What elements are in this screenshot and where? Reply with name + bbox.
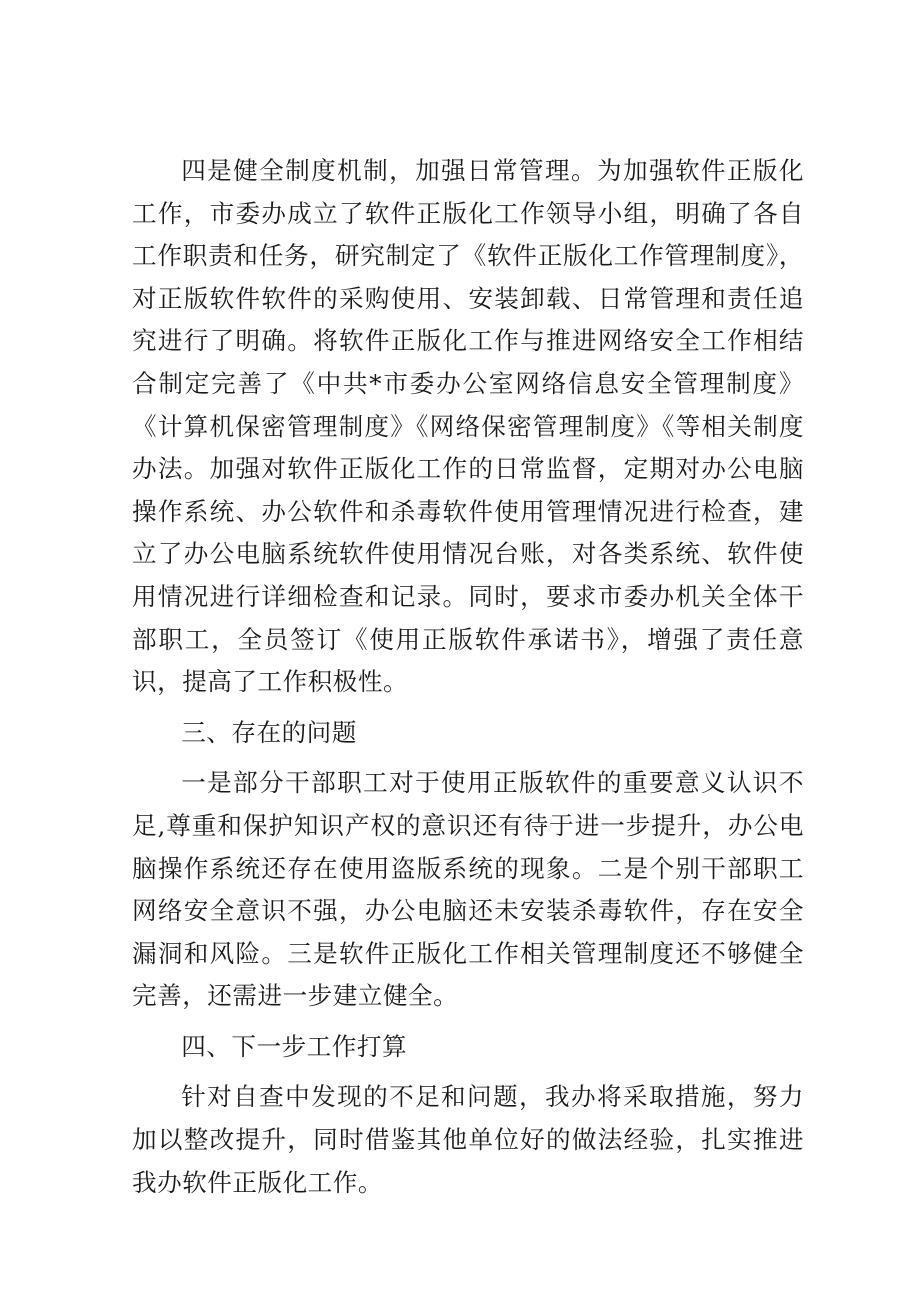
document-body: [132, 150, 804, 1204]
paragraph-problems: 一是部分干部职工对于使用正版软件的重要意义认识不足,尊重和保护知识产权的意识还有待于进一步提升，办公电脑操作系统还存在使用盗版系统的现象。二是个别干部职工网络安全意识不强，办公电脑还未安装杀毒软件，存在安全漏洞和风险。三是软件正版化工作相关管理制度还不够健全完善，还需进一步建立健全。: [132, 768, 804, 1011]
section-heading-problems: 三、存在的问题: [181, 717, 357, 747]
paragraph-next-steps: 针对自查中发现的不足和问题，我办将采取措施，努力加以整改提升，同时借鉴其他单位好的做法经验，扎实推进我办软件正版化工作。: [132, 1082, 804, 1197]
paragraph-system-mechanism: 四是健全制度机制，加强日常管理。为加强软件正版化工作，市委办成立了软件正版化工作领导小组，明确了各自工作职责和任务，研究制定了《软件正版化工作管理制度》，对正版软件软件的采购使用、安装卸载、日常管理和责任追究进行了明确。将软件正版化工作与推进网络安全工作相结合制定完善了《中共*市委办公室网络信息安全管理制度》《计算机保密管理制度》《网络保密管理制度》《等相关制度办法。加强对软件正版化工作的日常监督，定期对办公电脑操作系统、办公软件和杀毒软件使用管理情况进行检查，建立了办公电脑系统软件使用情况台账，对各类系统、软件使用情况进行详细检查和记录。同时，要求市委办机关全体干部职工，全员签订《使用正版软件承诺书》，增强了责任意识，提高了工作积极性。: [132, 156, 804, 697]
section-heading-next-steps: 四、下一步工作打算: [181, 1031, 408, 1061]
